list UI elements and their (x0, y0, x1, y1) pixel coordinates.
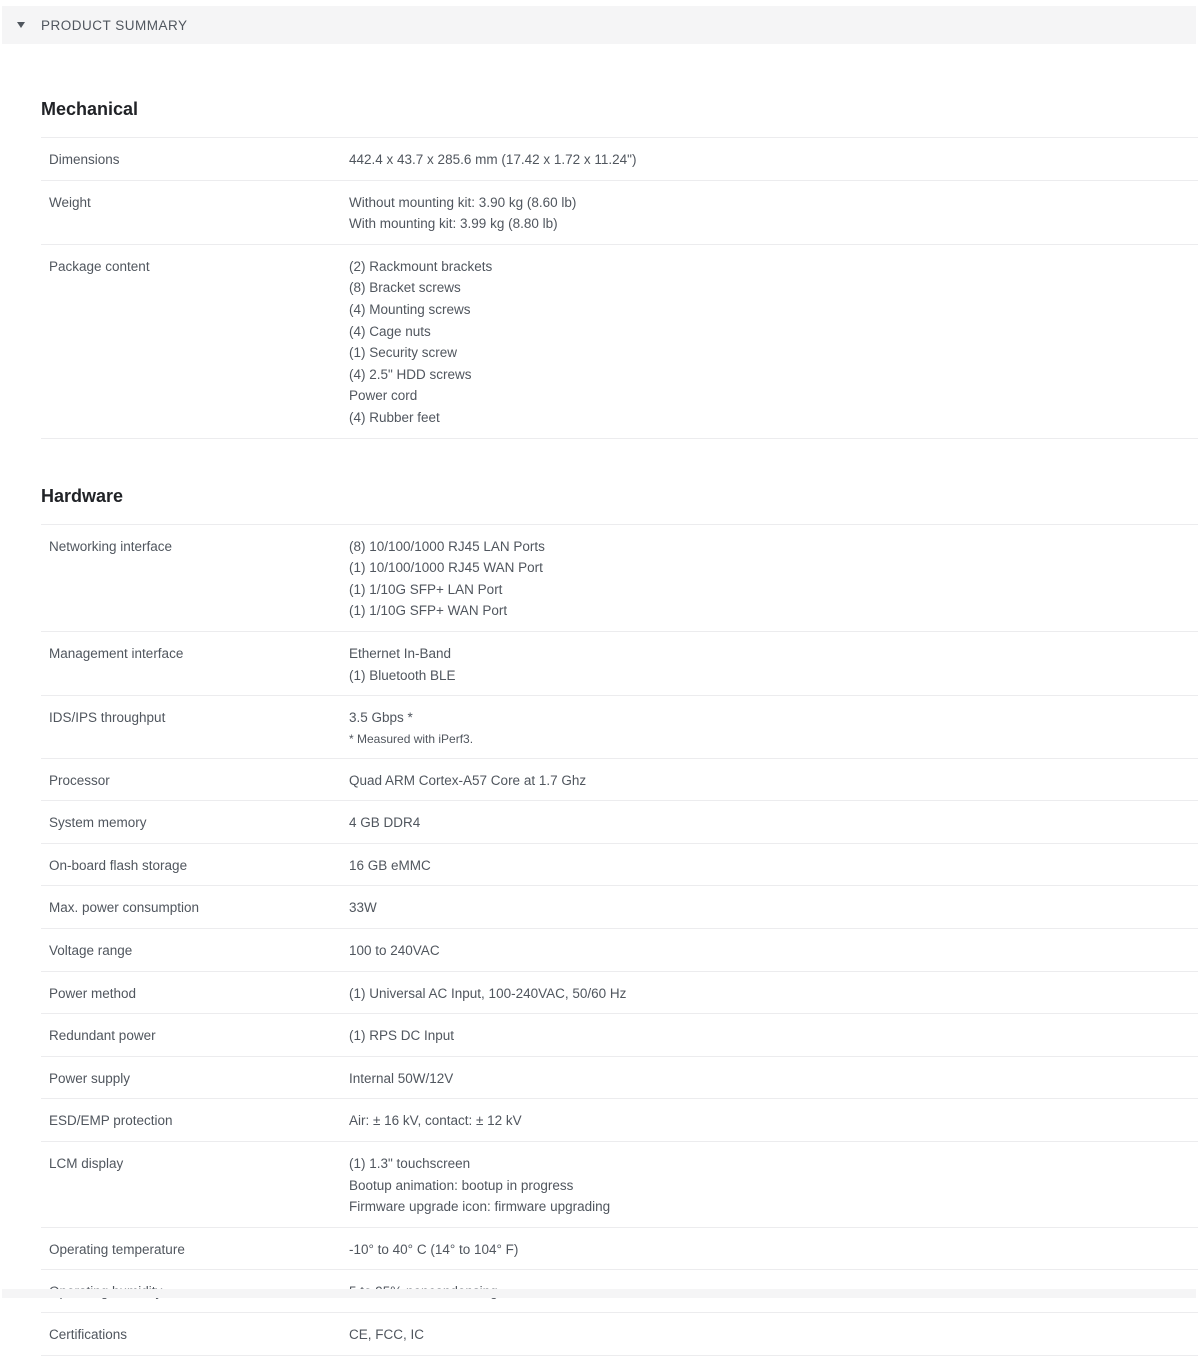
spec-value-line: (8) Bracket screws (349, 280, 461, 296)
spec-value-line: 16 GB eMMC (349, 857, 431, 873)
spec-value (349, 643, 1198, 686)
spec-value (349, 536, 1198, 622)
spec-value (349, 707, 1198, 749)
spec-value-line: 100 to 240VAC (349, 943, 440, 959)
spec-value (349, 192, 1198, 235)
spec-value-line: Firmware upgrade icon: firmware upgrading (349, 1199, 611, 1215)
spec-value-line: Air: ± 16 kV, contact: ± 12 kV (349, 1113, 522, 1129)
spec-value-line: (4) Cage nuts (349, 323, 431, 339)
spec-value-line: 4 GB DDR4 (349, 815, 421, 831)
spec-row (41, 1228, 1198, 1271)
spec-label: Processor (49, 772, 110, 788)
spec-label: Power supply (49, 1070, 131, 1086)
spec-label: Package content (49, 258, 150, 274)
spec-value-line: Power cord (349, 388, 418, 404)
spec-value (349, 897, 1198, 919)
spec-value-line: (1) Universal AC Input, 100-240VAC, 50/60 Hz (349, 985, 627, 1001)
section-title-mechanical: Mechanical (41, 99, 139, 119)
spec-label: Redundant power (49, 1028, 156, 1044)
spec-value-line: CE, FCC, IC (349, 1327, 425, 1342)
spec-label: Weight (49, 194, 91, 210)
spec-row (41, 138, 1198, 181)
spec-row (41, 886, 1198, 929)
spec-value-line: Without mounting kit: 3.90 kg (8.60 lb) (349, 194, 577, 210)
spec-row (41, 245, 1198, 439)
spec-value-line: (4) Rubber feet (349, 409, 440, 425)
spec-value-line: Ethernet In-Band (349, 645, 452, 661)
spec-row (41, 801, 1198, 844)
spec-value (349, 855, 1198, 877)
spec-row (41, 844, 1198, 887)
spec-value-line: (1) RPS DC Input (349, 1028, 455, 1044)
spec-value-line: (1) 1/10G SFP+ WAN Port (349, 603, 508, 619)
spec-value (349, 1239, 1198, 1261)
section-title-hardware: Hardware (41, 485, 124, 506)
next-section-bar (2, 1289, 1196, 1298)
spec-row (41, 1142, 1198, 1228)
spec-value-line: Quad ARM Cortex-A57 Core at 1.7 Ghz (349, 772, 587, 788)
spec-row (41, 181, 1198, 245)
spec-value-line: (4) Mounting screws (349, 301, 471, 317)
spec-value-line: (1) Security screw (349, 345, 458, 361)
spec-value-line: (2) Rackmount brackets (349, 258, 493, 274)
spec-value-line: (1) 1.3" touchscreen (349, 1156, 471, 1172)
spec-row (41, 1057, 1198, 1100)
spec-row (41, 1014, 1198, 1057)
spec-value-line: (1) Bluetooth BLE (349, 667, 456, 683)
spec-value-line: (8) 10/100/1000 RJ45 LAN Ports (349, 538, 545, 554)
spec-footnote: * Measured with iPerf3. (349, 731, 474, 746)
product-summary-toggle[interactable] (2, 6, 1196, 44)
product-summary-title: PRODUCT SUMMARY (41, 17, 188, 33)
spec-label: Dimensions (49, 152, 120, 167)
spec-value-line: -10° to 40° C (14° to 104° F) (349, 1241, 519, 1257)
spec-label: Power method (49, 985, 137, 1001)
spec-value (349, 1324, 1198, 1346)
spec-label: LCM display (49, 1156, 124, 1172)
spec-value (349, 1025, 1198, 1047)
spec-value-line: 33W (349, 900, 377, 916)
spec-label: Operating temperature (49, 1241, 185, 1257)
spec-row (41, 759, 1198, 802)
spec-value (349, 940, 1198, 962)
spec-value-line: With mounting kit: 3.99 kg (8.80 lb) (349, 216, 558, 232)
spec-value-line: (1) 1/10G SFP+ LAN Port (349, 581, 503, 597)
spec-value-line: (1) 10/100/1000 RJ45 WAN Port (349, 560, 543, 576)
spec-value (349, 256, 1198, 429)
spec-value-line: Bootup animation: bootup in progress (349, 1177, 574, 1193)
spec-row (41, 1313, 1198, 1356)
spec-value-line: 3.5 Gbps * (349, 710, 413, 726)
spec-value (349, 1153, 1198, 1218)
spec-value (349, 983, 1198, 1005)
spec-value (349, 770, 1198, 792)
spec-row (41, 1099, 1198, 1142)
spec-label: IDS/IPS throughput (49, 710, 166, 726)
spec-value-line: (4) 2.5" HDD screws (349, 366, 472, 382)
spec-value (349, 812, 1198, 834)
spec-row (41, 696, 1198, 759)
spec-value (349, 1068, 1198, 1090)
spec-label: On-board flash storage (49, 857, 188, 873)
spec-table (41, 137, 1198, 439)
spec-label: Networking interface (49, 538, 173, 554)
spec-label: System memory (49, 815, 147, 831)
spec-value-line: Internal 50W/12V (349, 1070, 454, 1086)
spec-label: Voltage range (49, 943, 133, 959)
spec-label: Max. power consumption (49, 900, 200, 916)
spec-row (41, 972, 1198, 1015)
spec-value (349, 1110, 1198, 1132)
caret-down-icon (17, 22, 25, 28)
spec-row (41, 929, 1198, 972)
spec-value-line: 442.4 x 43.7 x 285.6 mm (17.42 x 1.72 x 11.24") (349, 152, 637, 167)
spec-table (41, 524, 1198, 1356)
spec-content (41, 44, 1198, 1356)
spec-row (41, 525, 1198, 632)
spec-label: Management interface (49, 645, 184, 661)
spec-label: ESD/EMP protection (49, 1113, 173, 1129)
spec-label: Certifications (49, 1327, 128, 1342)
spec-value (349, 149, 1198, 171)
spec-row (41, 632, 1198, 696)
